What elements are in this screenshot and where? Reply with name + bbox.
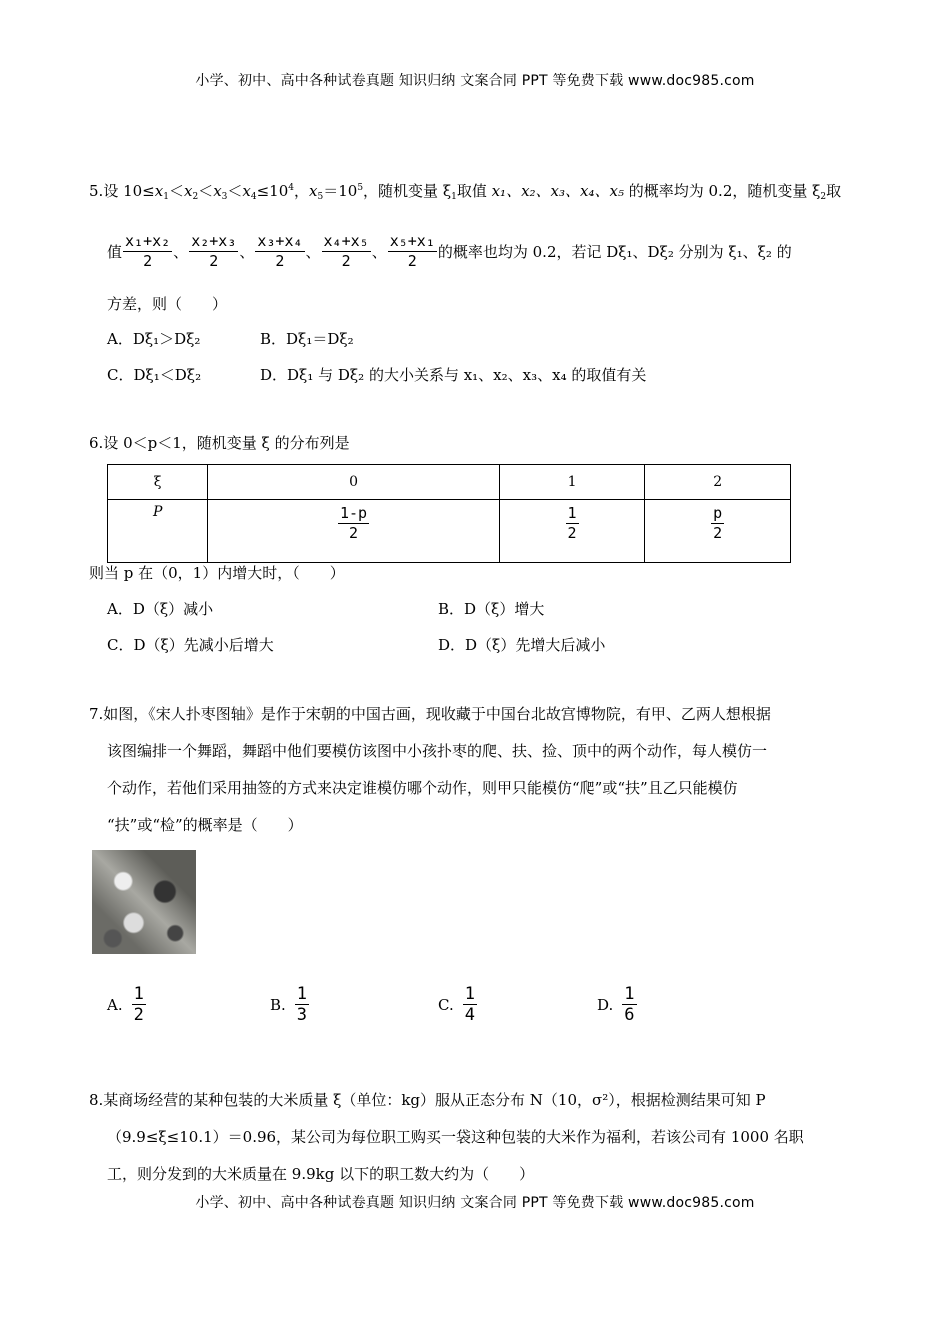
table-cell <box>645 500 791 563</box>
fraction: $\frac{1-p}{2}$ <box>339 504 368 542</box>
fraction: $\frac{\text{x₅+x₁}}{2}$ <box>389 231 435 270</box>
q7-line1: 7.如图，《宋人扑枣图轴》是作于宋朝的中国古画，现收藏于中国台北故宫博物院，有甲、乙两人想根据 <box>89 705 771 723</box>
q8-line2: （9.9≤ξ≤10.1）＝0.96，某公司为每位职工购买一袋这种包装的大米作为福利，若该公司有 1000 名职 <box>107 1128 804 1146</box>
q7-option-b: B. $\frac{1}{3}$ <box>270 984 308 1025</box>
q7-line3: 个动作，若他们采用抽签的方式来决定谁模仿哪个动作，则甲只能模仿“爬”或“扶”且乙只能模仿 <box>107 779 738 797</box>
fraction: $\frac{1}{4}$ <box>464 984 475 1025</box>
q5-option-a: A．Dξ₁＞Dξ₂ <box>107 330 201 348</box>
q5-line2: 值 $\frac{\text{x₁+x₂}}{2}$ 、 $\frac{\text{x₂+x₃}}{2}$ 、 $\frac{\text{x₃+x₄}}{2}$ 、 $\frac{\text{x₄+x₅}}{2}$ 、 $\frac{\text{x₅+x₁}}{2}$ 的概率也均为 0.2，若记 Dξ₁、Dξ₂ 分别为 ξ₁、ξ₂ 的 <box>107 231 792 270</box>
painting-image <box>92 850 196 954</box>
q5-option-b: B．Dξ₁＝Dξ₂ <box>260 330 354 348</box>
fraction: $\frac{\text{x₂+x₃}}{2}$ <box>191 231 237 270</box>
table-cell: 0 <box>208 465 499 500</box>
q8-line3: 工，则分发到的大米质量在 9.9kg 以下的职工数大约为（ ） <box>107 1165 535 1183</box>
fraction: $\frac{\text{x₄+x₅}}{2}$ <box>323 231 369 270</box>
table-row <box>108 465 791 500</box>
table-cell: 2 <box>645 465 791 500</box>
fraction: $\frac{1}{6}$ <box>624 984 635 1025</box>
fraction: $\frac{\text{x₃+x₄}}{2}$ <box>257 231 303 270</box>
q6-after: 则当 p 在（0，1）内增大时，（ ） <box>89 564 345 582</box>
q5-option-c: C．Dξ₁＜Dξ₂ <box>107 366 202 384</box>
table-row <box>108 500 791 563</box>
q7-option-d: D. $\frac{1}{6}$ <box>597 984 635 1025</box>
q5-number: 5. <box>89 182 104 200</box>
table-cell: 1 <box>499 465 645 500</box>
header-banner: 小学、初中、高中各种试卷真题 知识归纳 文案合同 PPT 等免费下载 www.doc985.com <box>195 73 755 89</box>
distribution-table <box>107 464 791 563</box>
q5-line1: 5.设 $10\le x_1<x_2<x_3<x_4\le 10^4$，$x_5=10^5$，随机变量 $\xi_1$取值 x₁、x₂、x₃、x₄、x₅ 的概率均为 0.2，随机变量 $\xi_2$取 <box>89 182 842 202</box>
q7-option-c: C. $\frac{1}{4}$ <box>438 984 475 1025</box>
q6-option-d: D．D（ξ）先增大后减小 <box>438 636 606 654</box>
q5-line3: 方差，则（ ） <box>107 295 228 313</box>
fraction: $\frac{1}{2}$ <box>133 984 144 1025</box>
table-cell: P <box>108 500 208 563</box>
q6-stem: 6.设 0＜p＜1，随机变量 ξ 的分布列是 <box>89 434 350 452</box>
fraction: $\frac{1}{3}$ <box>296 984 308 1025</box>
fraction: $\frac{p}{2}$ <box>713 504 723 542</box>
q6-option-a: A．D（ξ）减小 <box>107 600 214 618</box>
fraction: $\frac{1}{2}$ <box>567 504 577 542</box>
q7-line2: 该图编排一个舞蹈，舞蹈中他们要模仿该图中小孩扑枣的爬、扶、捡、顶中的两个动作，每人模仿一 <box>107 742 768 760</box>
table-cell: ξ <box>108 465 208 500</box>
fraction: $\frac{\text{x₁+x₂}}{2}$ <box>125 231 171 270</box>
footer-banner: 小学、初中、高中各种试卷真题 知识归纳 文案合同 PPT 等免费下载 www.doc985.com <box>195 1195 755 1211</box>
table-cell <box>208 500 499 563</box>
q6-option-c: C．D（ξ）先减小后增大 <box>107 636 274 654</box>
q8-line1: 8.某商场经营的某种包装的大米质量 ξ（单位：kg）服从正态分布 N（10，σ²），根据检测结果可知 P <box>89 1091 766 1109</box>
q7-line4: “扶”或“检”的概率是（ ） <box>107 816 303 834</box>
q5-option-d: D．Dξ₁ 与 Dξ₂ 的大小关系与 x₁、x₂、x₃、x₄ 的取值有关 <box>260 366 647 384</box>
q6-option-b: B．D（ξ）增大 <box>438 600 545 618</box>
table-cell <box>499 500 645 563</box>
q7-option-a: A. $\frac{1}{2}$ <box>107 984 144 1025</box>
